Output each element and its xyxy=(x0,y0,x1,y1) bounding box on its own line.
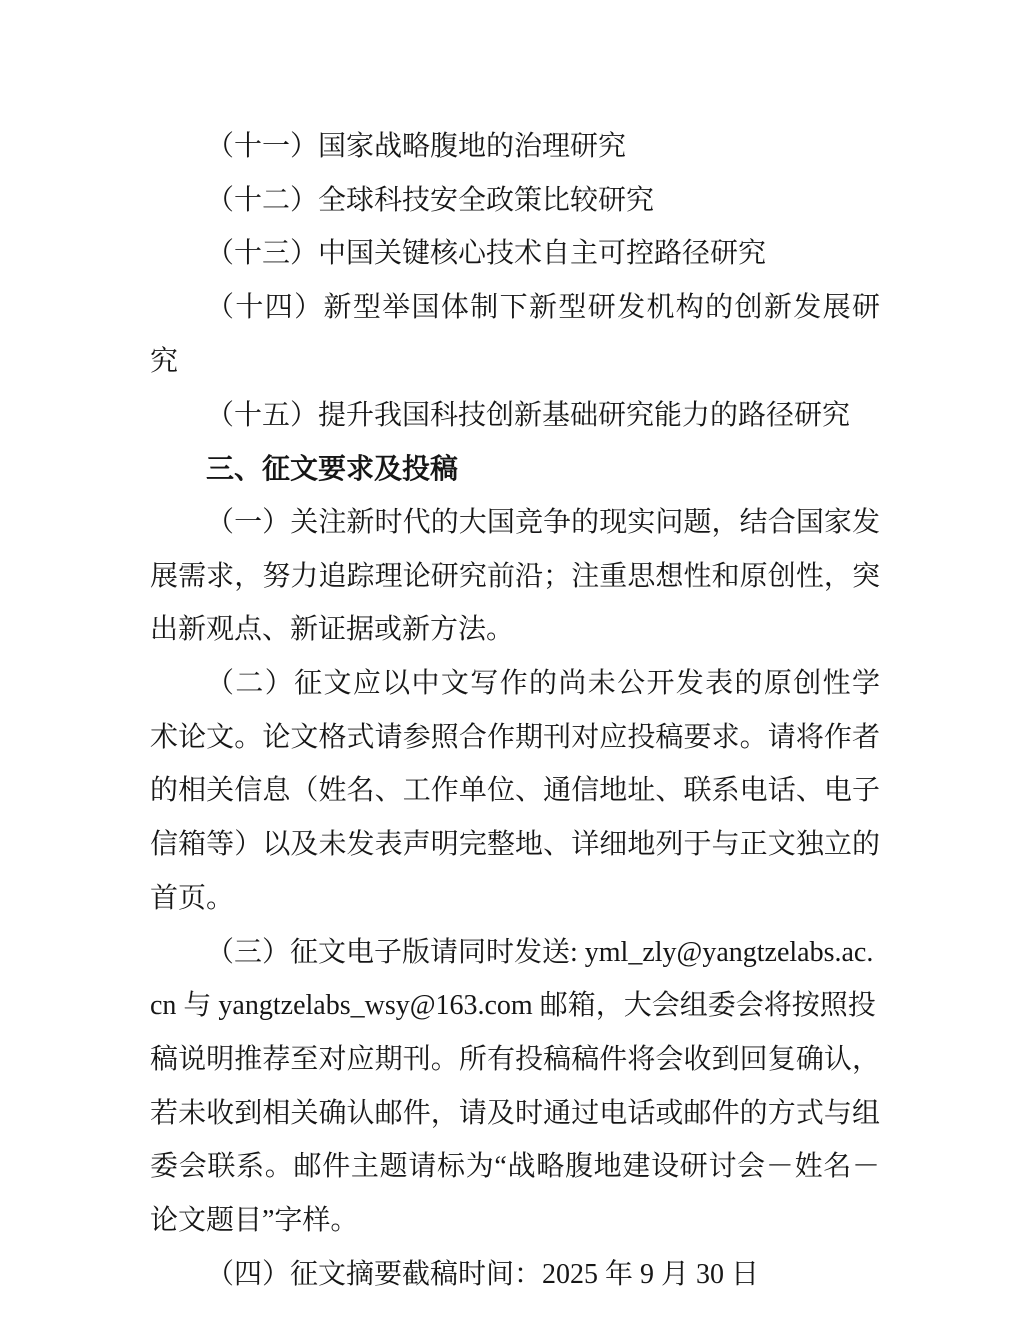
list-item-15: （十五）提升我国科技创新基础研究能力的路径研究 xyxy=(206,399,851,431)
paragraph-3-line-1: （三）征文电子版请同时发送: yml_zly@yangtzelabs.ac. xyxy=(206,936,874,968)
paragraph-2-line-3: 的相关信息（姓名、工作单位、通信地址、联系电话、电子 xyxy=(150,775,880,807)
paragraph-2-line-2: 术论文。论文格式请参照合作期刊对应投稿要求。请将作者 xyxy=(150,721,880,753)
list-item-11: （十一）国家战略腹地的治理研究 xyxy=(206,131,627,162)
paragraph-3-line-6: 论文题目”字样。 xyxy=(150,1205,359,1237)
paragraph-1-line-3: 出新观点、新证据或新方法。 xyxy=(150,614,515,646)
list-item-12: （十二）全球科技安全政策比较研究 xyxy=(206,184,655,216)
paragraph-2-line-4: 信箱等）以及未发表声明完整地、详细地列于与正文独立的 xyxy=(150,829,880,861)
list-item-13: （十三）中国关键核心技术自主可控路径研究 xyxy=(206,238,767,270)
paragraph-4-line-1: （四）征文摘要截稿时间：2025 年 9 月 30 日 xyxy=(206,1258,760,1290)
paragraph-2-line-5: 首页。 xyxy=(150,882,235,914)
paragraph-3-line-3: 稿说明推荐至对应期刊。所有投稿稿件将会收到回复确认， xyxy=(150,1043,880,1075)
paragraph-3-line-5: 委会联系。邮件主题请标为“战略腹地建设研讨会－姓名－ xyxy=(150,1151,880,1183)
section-heading: 三、征文要求及投稿 xyxy=(206,453,459,485)
paragraph-2-line-1: （二）征文应以中文写作的尚未公开发表的原创性学 xyxy=(206,668,880,700)
paragraph-3-line-2: cn 与 yangtzelabs_wsy@163.com 邮箱，大会组委会将按照投 xyxy=(150,990,876,1022)
list-item-14-wrap: 究 xyxy=(150,345,179,377)
list-item-14: （十四）新型举国体制下新型研发机构的创新发展研 xyxy=(206,292,880,324)
paragraph-1-line-1: （一）关注新时代的大国竞争的现实问题，结合国家发 xyxy=(206,506,880,538)
paragraph-1-line-2: 展需求，努力追踪理论研究前沿；注重思想性和原创性，突 xyxy=(150,560,880,592)
paragraph-3-line-4: 若未收到相关确认邮件，请及时通过电话或邮件的方式与组 xyxy=(150,1097,880,1129)
